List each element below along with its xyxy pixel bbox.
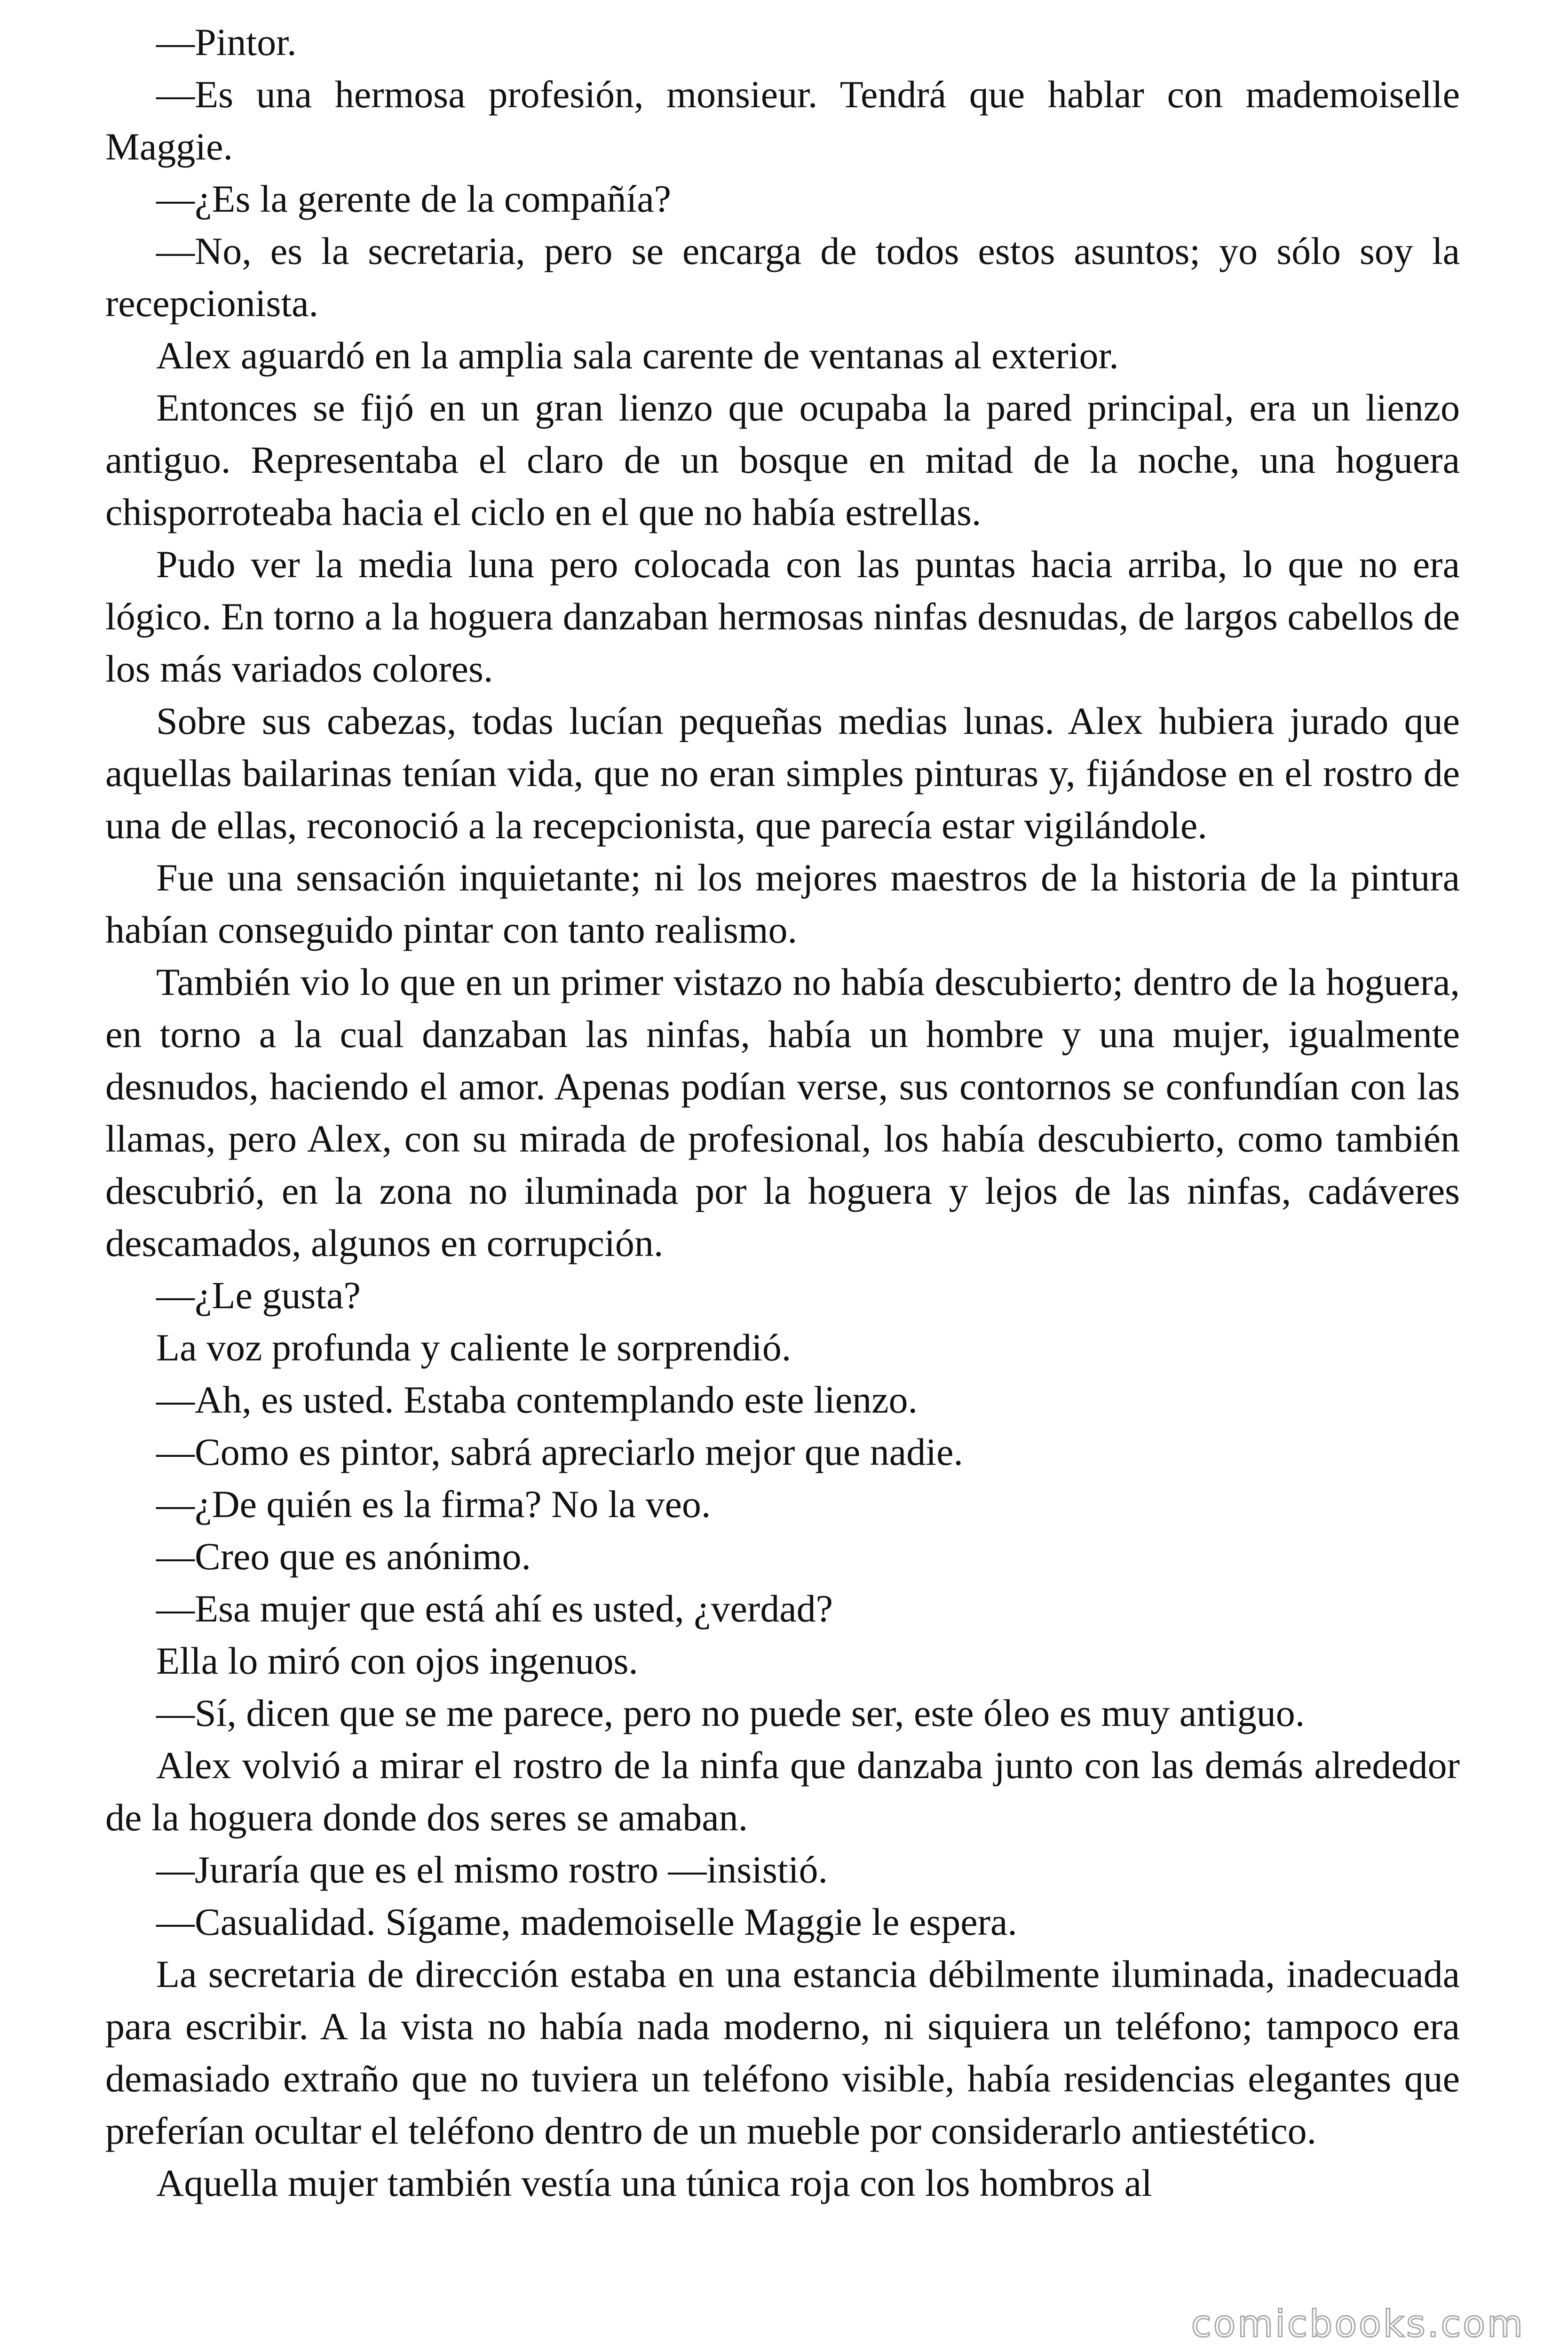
paragraph: —No, es la secretaria, pero se encarga de todos estos asuntos; yo sólo soy la recepcionista. xyxy=(105,230,1460,325)
paragraph: Pudo ver la media luna pero colocada con las puntas hacia arriba, lo que no era lógico. En torno a la hoguera danzaban hermosas ninfas desnudas, de largos cabellos de los más variados colores. xyxy=(105,543,1460,690)
paragraph: Sobre sus cabezas, todas lucían pequeñas medias lunas. Alex hubiera jurado que aquellas bailarinas tenían vida, que no eran simples pinturas y, fijándose en el rostro de una de ellas, reconoció a la recepcionista, que parecía estar vigilándole. xyxy=(105,699,1460,847)
paragraph: También vio lo que en un primer vistazo no había descubierto; dentro de la hoguera, en torno a la cual danzaban las ninfas, había un hombre y una mujer, igualmente desnudos, haciendo el amor. Apenas podían verse, sus contornos se confundían con las llamas, pero Alex, con su mirada de profesional, los había descubierto, como también descubrió, en la zona no iluminada por la hoguera y lejos de las ninfas, cadáveres descamados, algunos en corrupción. xyxy=(105,961,1460,1264)
paragraph: —¿Es la gerente de la compañía? xyxy=(156,177,672,220)
paragraph: —¿De quién es la firma? No la veo. xyxy=(156,1483,711,1526)
paragraph: —Creo que es anónimo. xyxy=(156,1535,531,1578)
paragraph: —Pintor. xyxy=(156,21,297,64)
paragraph: —Sí, dicen que se me parece, pero no puede ser, este óleo es muy antiguo. xyxy=(156,1692,1305,1734)
paragraph: —Ah, es usted. Estaba contemplando este lienzo. xyxy=(156,1378,918,1421)
paragraph: —Como es pintor, sabrá apreciarlo mejor que nadie. xyxy=(156,1430,963,1473)
paragraph: La voz profunda y caliente le sorprendió. xyxy=(156,1326,792,1369)
paragraph: —Esa mujer que está ahí es usted, ¿verdad? xyxy=(156,1587,833,1630)
paragraph: La secretaria de dirección estaba en una estancia débilmente iluminada, inadecuada para escribir. A la vista no había nada moderno, ni siquiera un teléfono; tampoco era demasiado extraño que no tuviera un teléfono visible, había residencias elegantes que preferían ocultar el teléfono dentro de un mueble por considerarlo antiestético. xyxy=(105,1953,1460,2152)
paragraph: Entonces se fijó en un gran lienzo que ocupaba la pared principal, era un lienzo antiguo. Representaba el claro de un bosque en mitad de la noche, una hoguera chisporroteaba hacia el ciclo en el que no había estrellas. xyxy=(105,386,1460,533)
paragraph: Ella lo miró con ojos ingenuos. xyxy=(156,1639,638,1682)
paragraph: Alex volvió a mirar el rostro de la ninfa que danzaba junto con las demás alrededor de la hoguera donde dos seres se amaban. xyxy=(105,1744,1460,1839)
paragraph: —Casualidad. Sígame, mademoiselle Maggie le espera. xyxy=(156,1900,1017,1943)
body-text xyxy=(105,16,1460,2209)
paragraph: —Juraría que es el mismo rostro —insistió. xyxy=(156,1848,828,1891)
paragraph: —¿Le gusta? xyxy=(156,1274,361,1317)
watermark: comicbooks.com xyxy=(1191,2303,1525,2345)
paragraph: Alex aguardó en la amplia sala carente de ventanas al exterior. xyxy=(156,334,1119,377)
paragraph: —Es una hermosa profesión, monsieur. Tendrá que hablar con mademoiselle Maggie. xyxy=(105,73,1460,168)
paragraph: Fue una sensación inquietante; ni los mejores maestros de la historia de la pintura habían conseguido pintar con tanto realismo. xyxy=(105,856,1460,951)
paragraph: Aquella mujer también vestía una túnica roja con los hombros al xyxy=(156,2161,1152,2204)
